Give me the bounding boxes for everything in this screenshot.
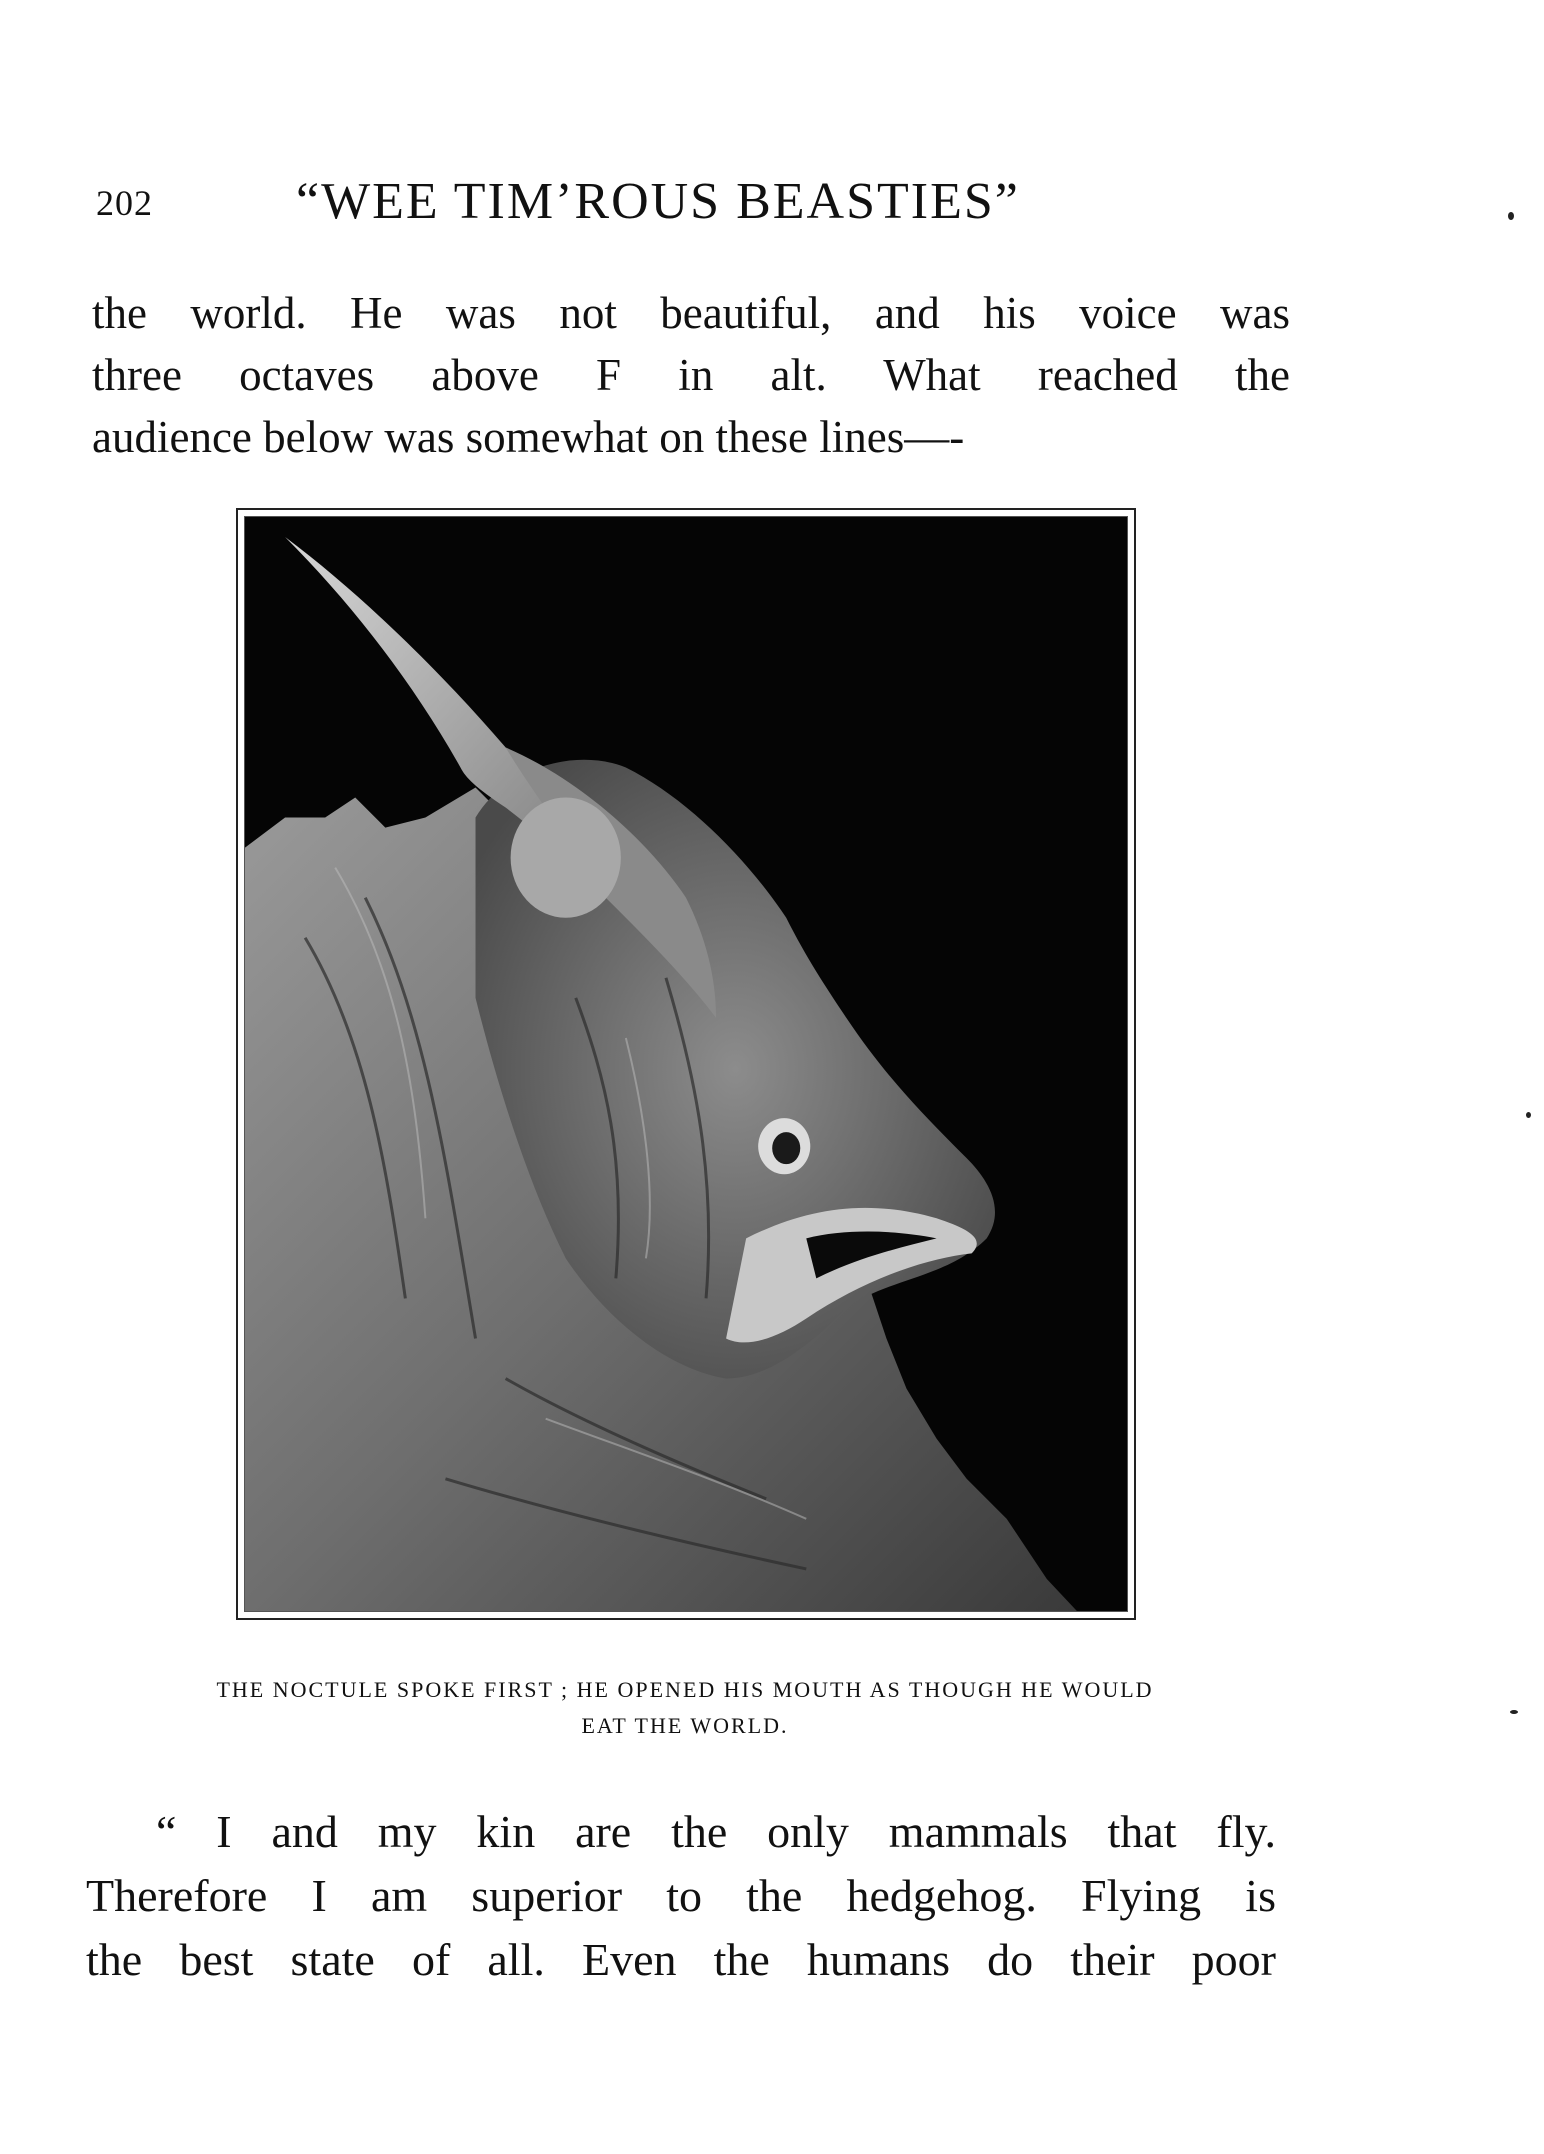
caption-line: EAT THE WORLD. (581, 1713, 789, 1738)
paragraph-line: “ I and my kin are the only mammals that fly. (156, 1806, 1276, 1857)
bat-photo-icon (245, 517, 1127, 1611)
paragraph-line: audience below was somewhat on these lines—- (92, 412, 965, 462)
figure-caption (100, 1672, 1270, 1744)
paragraph-line: the world. He was not beautiful, and his voice was (92, 288, 1290, 338)
figure-frame (236, 508, 1136, 1620)
running-title: “WEE TIM’ROUS BEASTIES” (296, 173, 1020, 230)
top-paragraph (92, 282, 1290, 468)
page-number: 202 (96, 183, 153, 223)
paragraph-line: three octaves above F in alt. What reached the (92, 350, 1290, 400)
speck (1508, 212, 1514, 220)
bat-photograph (244, 516, 1128, 1612)
speck (1526, 1112, 1531, 1118)
bottom-paragraph (86, 1800, 1276, 1992)
speck (1510, 1710, 1518, 1714)
paragraph-line: the best state of all. Even the humans do their poor (86, 1934, 1276, 1985)
caption-line: THE NOCTULE SPOKE FIRST ; HE OPENED HIS MOUTH AS THOUGH HE WOULD (216, 1677, 1154, 1702)
paragraph-line: Therefore I am superior to the hedgehog. Flying is (86, 1870, 1276, 1921)
